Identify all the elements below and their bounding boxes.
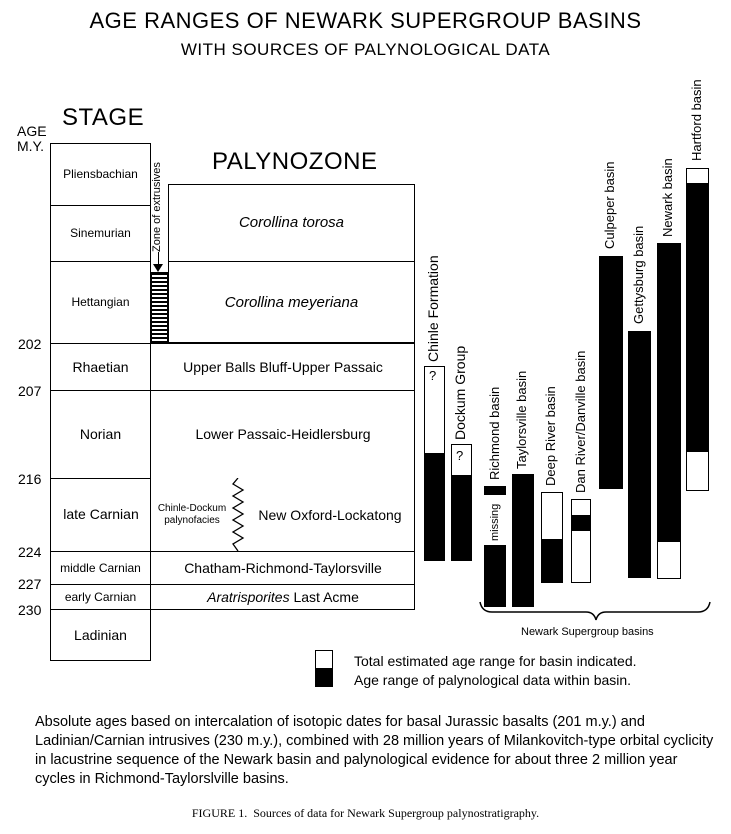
label-gettysburg-basin: Gettysburg basin bbox=[631, 225, 646, 324]
zone-upper-balls-bluff: Upper Balls Bluff-Upper Passaic bbox=[183, 358, 383, 375]
bar-richmond-basin-top bbox=[484, 486, 506, 495]
label-taylorsville-basin: Taylorsville basin bbox=[514, 370, 529, 469]
stage-early-carnian: early Carnian bbox=[64, 589, 137, 604]
zone-chatham: Chatham-Richmond-Taylorsville bbox=[184, 559, 382, 576]
stage-ladinian: Ladinian bbox=[74, 627, 127, 643]
label-hartford-basin: Hartford basin bbox=[689, 79, 704, 161]
bar-richmond-basin bbox=[484, 545, 506, 607]
stage-sinemurian: Sinemurian bbox=[70, 226, 131, 240]
chart-subtitle: WITH SOURCES OF PALYNOLOGICAL DATA bbox=[180, 40, 551, 59]
age-224: 224 bbox=[18, 544, 42, 560]
label-richmond-basin: Richmond basin bbox=[487, 386, 502, 480]
age-207: 207 bbox=[18, 383, 42, 399]
legend-black-text: Age range of palynological data within basin. bbox=[354, 672, 632, 688]
label-culpeper-basin: Culpeper basin bbox=[602, 161, 617, 249]
bar-culpeper-basin bbox=[599, 256, 623, 489]
legend-box bbox=[315, 650, 333, 687]
stage-rhaetian: Rhaetian bbox=[72, 358, 129, 375]
note-paragraph: Absolute ages based on intercalation of isotopic dates for basal Jurassic basalts (201 m.y.) and Ladinian/Carnian intrusives (230 m.y.), combined with 28 million years of Milankovitch-type orbital cyclicity in lacustrine sequence of the Newark basin and palynological evidence for about three 2 million year cycles in Richmond-Taylorslville basins. bbox=[35, 714, 714, 787]
label-deep-river-basin: Deep River basin bbox=[543, 386, 558, 486]
bar-deep-river-basin bbox=[541, 492, 563, 583]
stage-hettangian: Hettangian bbox=[71, 295, 130, 309]
stage-norian: Norian bbox=[79, 426, 122, 442]
bar-hartford-basin bbox=[686, 168, 709, 491]
zone-chinle-dockum: Chinle-Dockum palynofacies bbox=[157, 503, 227, 526]
zone-extrusives-label: Zone of extrusives bbox=[151, 162, 163, 252]
figure-caption: FIGURE 1. Sources of data for Newark Supergroup palynostratigraphy. bbox=[191, 806, 540, 820]
zone-new-oxford: New Oxford-Lockatong bbox=[258, 507, 402, 523]
zone-corollina-meyeriana: Corollina meyeriana bbox=[224, 293, 359, 311]
stage-header: STAGE bbox=[62, 104, 145, 131]
stage-middle-carnian: middle Carnian bbox=[60, 560, 141, 575]
zone-lower-passaic: Lower Passaic-Heidlersburg bbox=[195, 426, 371, 442]
age-230: 230 bbox=[18, 602, 42, 618]
label-dockum-group: Dockum Group bbox=[452, 345, 468, 440]
bar-chinle-formation bbox=[424, 366, 445, 561]
stage-pliensbachian: Pliensbachian bbox=[63, 167, 138, 181]
question-mark-chinle: ? bbox=[429, 368, 437, 383]
bar-gettysburg-basin bbox=[628, 331, 651, 578]
age-header: AGE M.Y. bbox=[17, 123, 47, 154]
bar-newark-basin bbox=[657, 243, 681, 579]
age-202: 202 bbox=[18, 336, 42, 352]
palynozone-header: PALYNOZONE bbox=[212, 148, 378, 175]
label-newark-basin: Newark basin bbox=[660, 158, 675, 237]
bracket-label: Newark Supergroup basins bbox=[521, 626, 654, 638]
legend-white-text: Total estimated age range for basin indicated. bbox=[354, 653, 637, 669]
stage-late-carnian: late Carnian bbox=[63, 506, 139, 522]
bar-taylorsville-basin bbox=[512, 474, 534, 607]
label-dan-river-basin: Dan River/Danville basin bbox=[573, 350, 588, 493]
zone-aratrisporites: Aratrisporites Last Acme bbox=[207, 588, 359, 605]
question-mark-dockum: ? bbox=[456, 448, 464, 463]
age-227: 227 bbox=[18, 576, 42, 592]
zigzag-boundary bbox=[228, 478, 248, 552]
age-216: 216 bbox=[18, 471, 42, 487]
zone-extrusives-hatch bbox=[151, 272, 168, 343]
newark-supergroup-bracket bbox=[478, 600, 718, 622]
label-chinle-formation: Chinle Formation bbox=[425, 255, 441, 362]
zone-corollina-torosa: Corollina torosa bbox=[238, 214, 345, 231]
chart-title: AGE RANGES OF NEWARK SUPERGROUP BASINS bbox=[89, 8, 642, 33]
missing-label: missing bbox=[489, 503, 501, 541]
bar-dan-river-basin bbox=[571, 499, 591, 583]
